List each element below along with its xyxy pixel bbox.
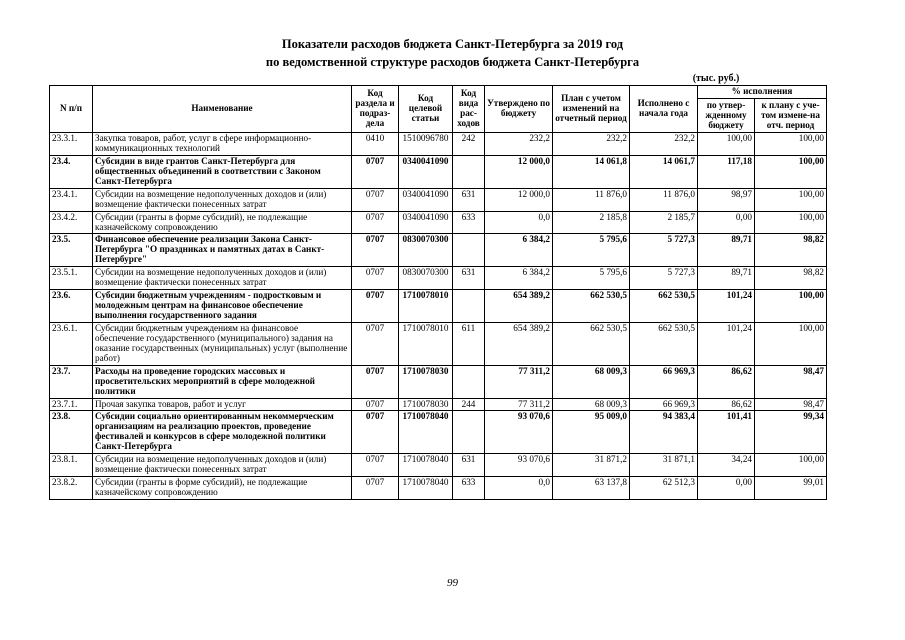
- row-number: 23.8.1.: [50, 454, 93, 477]
- row-number: 23.6.1.: [50, 322, 93, 365]
- row-executed: 2 185,7: [630, 211, 698, 234]
- row-approved: 654 389,2: [485, 322, 553, 365]
- row-pct-plan: 100,00: [755, 188, 827, 211]
- row-number: 23.8.: [50, 411, 93, 454]
- header-approved: Утверждено по бюджету: [485, 86, 553, 133]
- row-approved: 0,0: [485, 477, 553, 500]
- header-executed: Исполнено с начала года: [630, 86, 698, 133]
- row-pct-plan: 100,00: [755, 290, 827, 323]
- row-pct-plan: 99,34: [755, 411, 827, 454]
- row-pct-approved: 89,71: [698, 234, 755, 267]
- row-kind-code: 631: [453, 188, 485, 211]
- header-pct-approved: по утвер-жденному бюджету: [698, 99, 755, 133]
- row-section-code: 0707: [352, 211, 399, 234]
- row-plan: 5 795,6: [553, 267, 630, 290]
- row-plan: 63 137,8: [553, 477, 630, 500]
- row-plan: 232,2: [553, 133, 630, 156]
- row-executed: 232,2: [630, 133, 698, 156]
- table-row: [50, 454, 827, 477]
- row-approved: 12 000,0: [485, 188, 553, 211]
- row-pct-plan: 98,82: [755, 234, 827, 267]
- row-kind-code: 244: [453, 398, 485, 411]
- row-executed: 31 871,1: [630, 454, 698, 477]
- row-plan: 95 009,0: [553, 411, 630, 454]
- row-plan: 68 009,3: [553, 398, 630, 411]
- header-plan: План с учетом изменений на отчетный период: [553, 86, 630, 133]
- row-target-code: 1510096780: [399, 133, 453, 156]
- budget-table: [49, 85, 827, 500]
- row-target-code: 0340041090: [399, 211, 453, 234]
- row-pct-plan: 98,82: [755, 267, 827, 290]
- row-pct-approved: 86,62: [698, 398, 755, 411]
- header-name: Наименование: [93, 86, 352, 133]
- row-approved: 0,0: [485, 211, 553, 234]
- row-pct-plan: 100,00: [755, 322, 827, 365]
- row-executed: 94 383,4: [630, 411, 698, 454]
- row-approved: 12 000,0: [485, 155, 553, 188]
- row-number: 23.6.: [50, 290, 93, 323]
- row-name: Прочая закупка товаров, работ и услуг: [93, 398, 352, 411]
- table-row: [50, 155, 827, 188]
- header-pct-plan: к плану с уче-том измене-на отч. период: [755, 99, 827, 133]
- row-target-code: 0340041090: [399, 188, 453, 211]
- row-pct-plan: 100,00: [755, 155, 827, 188]
- row-pct-plan: 98,47: [755, 398, 827, 411]
- row-pct-approved: 86,62: [698, 365, 755, 398]
- table-row: [50, 267, 827, 290]
- row-approved: 77 311,2: [485, 398, 553, 411]
- row-kind-code: 611: [453, 322, 485, 365]
- row-kind-code: 631: [453, 454, 485, 477]
- row-section-code: 0707: [352, 322, 399, 365]
- table-body: [50, 133, 827, 500]
- row-kind-code: [453, 411, 485, 454]
- table-row: [50, 322, 827, 365]
- table-row: [50, 188, 827, 211]
- row-approved: 77 311,2: [485, 365, 553, 398]
- row-plan: 662 530,5: [553, 290, 630, 323]
- row-name: Субсидии на возмещение недополученных доходов и (или) возмещение фактически понесенных затрат: [93, 188, 352, 211]
- row-plan: 662 530,5: [553, 322, 630, 365]
- row-kind-code: 633: [453, 477, 485, 500]
- row-target-code: 0340041090: [399, 155, 453, 188]
- header-target-code: Код целевой статьи: [399, 86, 453, 133]
- row-section-code: 0410: [352, 133, 399, 156]
- row-number: 23.7.: [50, 365, 93, 398]
- row-approved: 93 070,6: [485, 411, 553, 454]
- row-approved: 6 384,2: [485, 234, 553, 267]
- report-title-line1: Показатели расходов бюджета Санкт-Петербурга за 2019 год: [281, 37, 624, 51]
- row-pct-plan: 100,00: [755, 211, 827, 234]
- row-plan: 68 009,3: [553, 365, 630, 398]
- row-plan: 5 795,6: [553, 234, 630, 267]
- row-number: 23.7.1.: [50, 398, 93, 411]
- header-num: N п/п: [50, 86, 93, 133]
- row-kind-code: [453, 290, 485, 323]
- row-name: Субсидии на возмещение недополученных доходов и (или) возмещение фактически понесенных затрат: [93, 454, 352, 477]
- table-row: [50, 211, 827, 234]
- row-pct-approved: 98,97: [698, 188, 755, 211]
- table-row: [50, 133, 827, 156]
- table-row: [50, 365, 827, 398]
- row-pct-plan: 100,00: [755, 454, 827, 477]
- row-target-code: 0830070300: [399, 267, 453, 290]
- row-target-code: 0830070300: [399, 234, 453, 267]
- row-pct-approved: 0,00: [698, 477, 755, 500]
- row-pct-approved: 0,00: [698, 211, 755, 234]
- row-section-code: 0707: [352, 477, 399, 500]
- row-pct-approved: 34,24: [698, 454, 755, 477]
- row-section-code: 0707: [352, 454, 399, 477]
- row-pct-approved: 101,41: [698, 411, 755, 454]
- page-number: 99: [447, 577, 458, 589]
- row-number: 23.4.1.: [50, 188, 93, 211]
- row-number: 23.8.2.: [50, 477, 93, 500]
- row-executed: 662 530,5: [630, 290, 698, 323]
- header-pct-group: % исполнения: [698, 86, 827, 99]
- row-section-code: 0707: [352, 155, 399, 188]
- row-target-code: 1710078030: [399, 398, 453, 411]
- row-pct-approved: 89,71: [698, 267, 755, 290]
- row-approved: 654 389,2: [485, 290, 553, 323]
- row-kind-code: [453, 365, 485, 398]
- row-section-code: 0707: [352, 411, 399, 454]
- row-plan: 11 876,0: [553, 188, 630, 211]
- row-section-code: 0707: [352, 267, 399, 290]
- table-row: [50, 398, 827, 411]
- row-section-code: 0707: [352, 398, 399, 411]
- units-label: (тыс. руб.): [692, 73, 740, 84]
- row-name: Субсидии на возмещение недополученных доходов и (или) возмещение фактически понесенных затрат: [93, 267, 352, 290]
- row-kind-code: 631: [453, 267, 485, 290]
- row-number: 23.4.2.: [50, 211, 93, 234]
- header-kind-code: Код вида рас-ходов: [453, 86, 485, 133]
- row-name: Субсидии бюджетным учреждениям на финансовое обеспечение государственного (муниципального) задания на оказание государственных (муниципальных) услуг (выполнение работ): [93, 322, 352, 365]
- row-plan: 14 061,8: [553, 155, 630, 188]
- row-kind-code: [453, 155, 485, 188]
- row-executed: 14 061,7: [630, 155, 698, 188]
- row-name: Субсидии бюджетным учреждениям - подростковым и молодежным центрам на финансовое обеспечение выполнения государственного задания: [93, 290, 352, 323]
- row-kind-code: 242: [453, 133, 485, 156]
- row-executed: 66 969,3: [630, 398, 698, 411]
- row-plan: 2 185,8: [553, 211, 630, 234]
- row-section-code: 0707: [352, 234, 399, 267]
- row-name: Субсидии (гранты в форме субсидий), не подлежащие казначейскому сопровождению: [93, 477, 352, 500]
- row-pct-plan: 99,01: [755, 477, 827, 500]
- row-section-code: 0707: [352, 290, 399, 323]
- row-target-code: 1710078010: [399, 290, 453, 323]
- table-row: [50, 411, 827, 454]
- row-target-code: 1710078010: [399, 322, 453, 365]
- row-name: Субсидии (гранты в форме субсидий), не подлежащие казначейскому сопровождению: [93, 211, 352, 234]
- row-executed: 11 876,0: [630, 188, 698, 211]
- row-pct-approved: 101,24: [698, 322, 755, 365]
- row-number: 23.5.: [50, 234, 93, 267]
- row-target-code: 1710078040: [399, 411, 453, 454]
- row-executed: 62 512,3: [630, 477, 698, 500]
- table-row: [50, 290, 827, 323]
- row-name: Закупка товаров, работ, услуг в сфере информационно-коммуникационных технологий: [93, 133, 352, 156]
- report-title-line2: по ведомственной структуре расходов бюджета Санкт-Петербурга: [265, 55, 640, 69]
- row-name: Расходы на проведение городских массовых и просветительских мероприятий в сфере молодежной политики: [93, 365, 352, 398]
- table-row: [50, 234, 827, 267]
- row-executed: 5 727,3: [630, 267, 698, 290]
- row-approved: 232,2: [485, 133, 553, 156]
- row-target-code: 1710078040: [399, 477, 453, 500]
- row-number: 23.5.1.: [50, 267, 93, 290]
- row-target-code: 1710078040: [399, 454, 453, 477]
- header-section-code: Код раздела и подраз-дела: [352, 86, 399, 133]
- row-executed: 662 530,5: [630, 322, 698, 365]
- row-approved: 93 070,6: [485, 454, 553, 477]
- row-kind-code: [453, 234, 485, 267]
- row-pct-approved: 101,24: [698, 290, 755, 323]
- row-pct-approved: 100,00: [698, 133, 755, 156]
- row-name: Субсидии социально ориентированным некоммерческим организациям на реализацию проектов, проведение фестивалей и конкурсов в сфере молодежной политики Санкт-Петербурга: [93, 411, 352, 454]
- row-pct-approved: 117,18: [698, 155, 755, 188]
- row-name: Субсидии в виде грантов Санкт-Петербурга для общественных объединений в соответствии с Законом Санкт-Петербурга: [93, 155, 352, 188]
- row-section-code: 0707: [352, 188, 399, 211]
- row-number: 23.3.1.: [50, 133, 93, 156]
- table-row: [50, 477, 827, 500]
- row-plan: 31 871,2: [553, 454, 630, 477]
- row-name: Финансовое обеспечение реализации Закона Санкт-Петербурга "О праздниках и памятных датах в Санкт-Петербурге": [93, 234, 352, 267]
- row-pct-plan: 100,00: [755, 133, 827, 156]
- row-section-code: 0707: [352, 365, 399, 398]
- row-approved: 6 384,2: [485, 267, 553, 290]
- row-kind-code: 633: [453, 211, 485, 234]
- row-pct-plan: 98,47: [755, 365, 827, 398]
- row-target-code: 1710078030: [399, 365, 453, 398]
- row-executed: 5 727,3: [630, 234, 698, 267]
- row-number: 23.4.: [50, 155, 93, 188]
- row-executed: 66 969,3: [630, 365, 698, 398]
